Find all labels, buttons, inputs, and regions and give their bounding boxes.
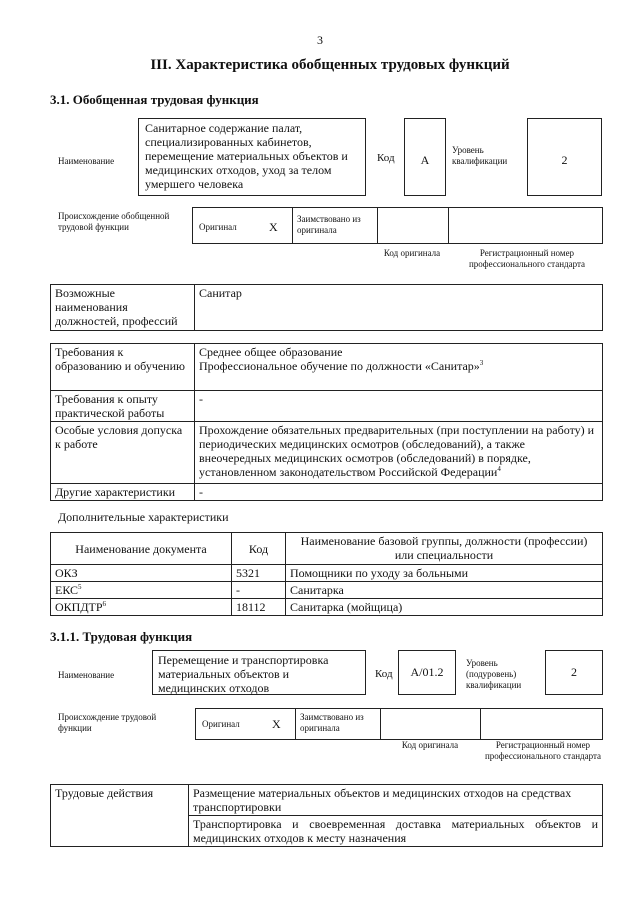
req-other-value: - <box>195 484 603 501</box>
row-doc <box>51 582 232 599</box>
gtf-code-box <box>404 118 446 196</box>
req-education-line-2: Профессиональное обучение по должности «Санитар» <box>199 359 480 373</box>
tf-heading: 3.1.1. Трудовая функция <box>50 629 193 644</box>
row-name: Санитарка <box>286 582 603 599</box>
row-name: Санитарка (мойщица) <box>286 599 603 616</box>
req-conditions-text: Прохождение обязательных предварительных (при поступлении на работу) и периодических медицинских осмотров (обследований), а также внеочередных медицинских осмотров (обследований) в порядке, установленном законодательством Российской Федерации <box>199 423 595 479</box>
gtf-level-label: Уровень квалификации <box>452 145 508 166</box>
gtf-code-original-caption: Код оригинала <box>383 248 441 258</box>
additional-title: Дополнительные характеристики <box>58 510 229 524</box>
page-number: 3 <box>317 33 323 47</box>
table-row <box>51 599 603 616</box>
gtf-origin-table <box>192 207 603 244</box>
tf-code-original-caption: Код оригинала <box>401 740 459 750</box>
gtf-original-label: Оригинал <box>199 222 237 232</box>
gtf-original-mark: Х <box>269 220 278 234</box>
table-row <box>51 582 603 599</box>
row-name: Помощники по уходу за больными <box>286 565 603 582</box>
gtf-name-value: Санитарное содержание палат, специализированных кабинетов, перемещение материальных объектов и медицинских отходов, уход за телом умершего человека <box>145 121 348 191</box>
positions-table <box>50 284 603 331</box>
row-code: - <box>232 582 286 599</box>
positions-value: Санитар <box>195 285 603 331</box>
row-doc-text: ЕКС <box>55 583 79 597</box>
tf-level-label: Уровень (подуровень) квалификации <box>466 658 522 690</box>
req-education-label: Требования к образованию и обучению <box>51 344 195 391</box>
gtf-code-label: Код <box>377 152 395 164</box>
action-item: Размещение материальных объектов и медицинских отходов на средствах транспортировки <box>189 785 603 816</box>
req-experience-value: - <box>195 391 603 422</box>
row-doc-text: ОКПДТР <box>55 600 103 614</box>
section-title: III. Характеристика обобщенных трудовых функций <box>150 57 510 73</box>
gtf-name-label: Наименование <box>58 156 115 166</box>
col-header-document: Наименование документа <box>51 533 232 565</box>
table-row <box>51 565 603 582</box>
tf-code-label: Код <box>375 668 393 680</box>
footnote-3: 3 <box>479 359 484 367</box>
req-experience-label: Требования к опыту практической работы <box>51 391 195 422</box>
additional-table <box>50 532 603 616</box>
gtf-reg-number-caption: Регистрационный номер профессионального стандарта <box>468 248 586 269</box>
actions-label: Трудовые действия <box>51 785 189 847</box>
gtf-name-box <box>138 118 366 196</box>
gtf-origin-label: Происхождение обобщенной трудовой функции <box>58 211 170 232</box>
tf-code-value: А/01.2 <box>410 665 444 679</box>
req-conditions-value <box>195 422 603 484</box>
gtf-borrowed-label: Заимствовано из оригинала <box>297 214 361 235</box>
gtf-heading: 3.1. Обобщенная трудовая функция <box>50 92 259 107</box>
footnote-4: 4 <box>497 465 501 473</box>
positions-label: Возможные наименования должностей, профессий <box>51 285 195 331</box>
tf-borrowed-label: Заимствовано из оригинала <box>300 712 364 733</box>
requirements-table <box>50 343 603 501</box>
col-header-name: Наименование базовой группы, должности (профессии) или специальности <box>286 533 603 565</box>
req-other-label: Другие характеристики <box>51 484 195 501</box>
req-education-line-1: Среднее общее образование <box>199 345 343 359</box>
gtf-level-value: 2 <box>561 153 568 167</box>
gtf-level-box <box>527 118 602 196</box>
tf-level-value: 2 <box>571 665 577 679</box>
row-code: 18112 <box>232 599 286 616</box>
footnote-6: 6 <box>102 600 107 608</box>
row-doc: ОКЗ <box>51 565 232 582</box>
col-header-code: Код <box>232 533 286 565</box>
req-conditions-label: Особые условия допуска к работе <box>51 422 195 484</box>
tf-reg-number-caption: Регистрационный номер профессионального стандарта <box>484 740 602 761</box>
req-education-value <box>195 344 603 391</box>
tf-level-box <box>545 650 603 695</box>
tf-name-value: Перемещение и транспортировка материальных объектов и медицинских отходов <box>158 653 329 695</box>
tf-name-label: Наименование <box>58 670 115 680</box>
gtf-code-value: А <box>420 153 430 167</box>
tf-origin-label: Происхождение трудовой функции <box>58 712 157 733</box>
tf-origin-table <box>195 708 603 740</box>
action-item: Транспортировка и своевременная доставка материальных объектов и медицинских отходов к месту назначения <box>189 816 603 847</box>
row-code: 5321 <box>232 565 286 582</box>
tf-code-box <box>398 650 456 695</box>
footnote-5: 5 <box>78 583 82 591</box>
actions-table <box>50 784 603 847</box>
tf-name-box <box>152 650 366 695</box>
row-doc <box>51 599 232 616</box>
tf-original-mark: Х <box>272 717 281 731</box>
tf-original-label: Оригинал <box>202 719 240 729</box>
